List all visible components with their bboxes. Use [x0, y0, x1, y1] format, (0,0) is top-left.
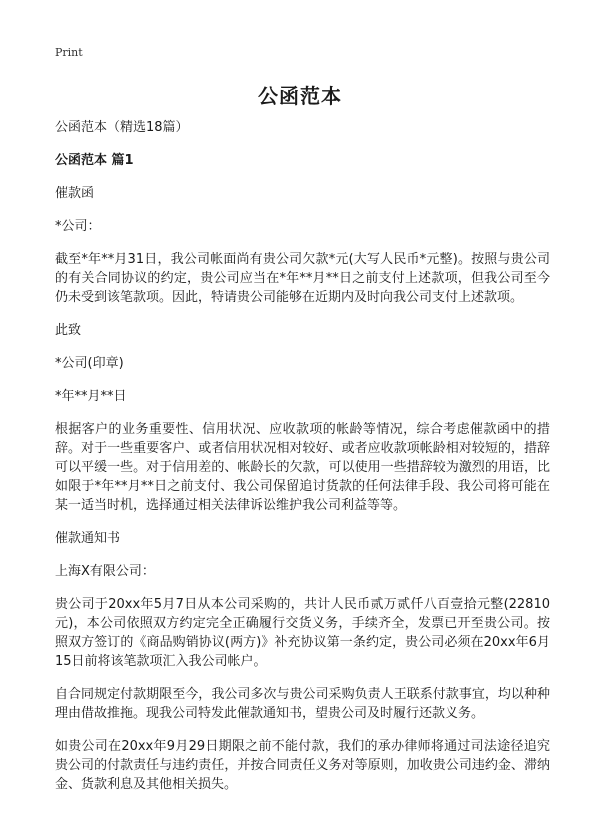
notice-paragraph-3: 如贵公司在20xx年9月29日期限之前不能付款，我们的承办律师将通过司法途径追究贵公司的付款责任与违约责任，并按合同责任义务对等原则，加收贵公司违约金、滞纳金、货款利息及其他相关损失。 — [55, 739, 550, 792]
notice-recipient: 上海X有限公司： — [55, 564, 155, 579]
notice-paragraph-2: 自合同规定付款期限至今，我公司多次与贵公司采购负责人王联系付款事宜，均以种种理由借故推拖。现我公司特发此催款通知书，望贵公司及时履行还款义务。 — [55, 687, 550, 721]
document-body — [55, 118, 550, 808]
letter-body-paragraph: 截至*年**月31日，我公司帐面尚有贵公司欠款*元(大写人民币*元整)。按照与贵公司的有关合同协议的约定，贵公司应当在*年**月**日之前支付上述款项，但我公司至今仍未受到该笔款项。因此，特请贵公司能够在近期内及时向我公司支付上述款项。 — [55, 252, 550, 305]
notice-heading: 催款通知书 — [55, 531, 121, 546]
section-heading: 公函范本 篇1 — [55, 153, 134, 168]
letter-type: 催款函 — [55, 186, 95, 201]
recipient: *公司： — [55, 219, 101, 234]
closing: 此致 — [55, 323, 82, 338]
guidance-paragraph: 根据客户的业务重要性、信用状况、应收款项的帐龄等情况，综合考虑催款函中的措辞。对于一些重要客户、或者信用状况相对较好、或者应收款项帐龄相对较短的，措辞可以平缓一些。对于信用差的、帐龄长的欠款，可以使用一些措辞较为激烈的用语，比如限于*年**月**日之前支付、我公司保留追讨货款的任何法律手段、我公司将可能在某一适当时机，选择通过相关法律诉讼维护我公司利益等等。 — [55, 422, 550, 513]
subtitle: 公函范本（精选18篇） — [55, 120, 189, 135]
letter-date: *年**月**日 — [55, 389, 127, 404]
sender-seal: *公司(印章) — [55, 356, 124, 371]
document-title: 公函范本 — [258, 84, 342, 108]
notice-paragraph-1: 贵公司于20xx年5月7日从本公司采购的，共计人民币贰万贰仟八百壹拾元整(22810元)，本公司依照双方约定完全正确履行交货义务，手续齐全，发票已开至贵公司。按照双方签订的《商品购销协议(两方)》补充协议第一条约定，贵公司必须在20xx年6月15日前将该笔款项汇入我公司帐户。 — [55, 597, 550, 669]
print-label: Print — [55, 46, 83, 59]
